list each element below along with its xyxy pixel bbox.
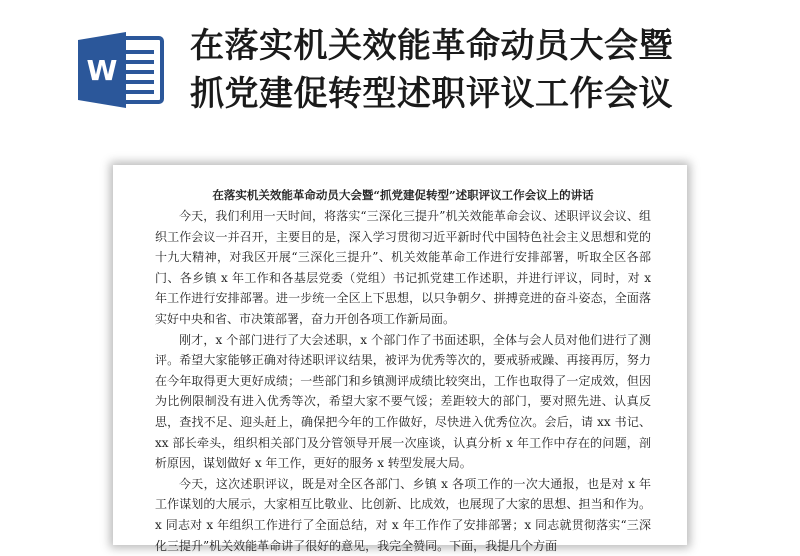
paragraph: 今天，我们利用一天时间，将落实“三深化三提升”机关效能革命会议、述职评议会议、组织工作会议一并召开，主要目的是，深入学习贯彻习近平新时代中国特色社会主义思想和党的十九大精神，对我区开展“三深化三提升”、机关效能革命工作进行安排部署，听取全区各部门、各乡镇 x 年工作和各基层党委（党组）书记抓党建工作述职，并进行评议，同时，对 x 年工作进行安排部署。进一步统一全区上下思想，以只争朝夕、拼搏竞进的奋斗姿态，全面落实好中央和省、市决策部署，奋力开创各项工作新局面。 xyxy=(155,209,651,326)
document-body xyxy=(155,185,651,556)
svg-text:W: W xyxy=(86,54,118,87)
paragraph: 刚才，x 个部门进行了大会述职，x 个部门作了书面述职，全体与会人员对他们进行了测评。希望大家能够正确对待述职评议结果，被评为优秀等次的，要戒骄戒躁、再接再厉，努力在今年取得更大更好成绩；一些部门和乡镇测评成绩比较突出，工作也取得了一定成效，但因为比例限制没有进入优秀等次，希望大家不要气馁；差距较大的部门，要对照先进、认真反思，查找不足、迎头赶上，确保把今年的工作做好，尽快进入优秀位次。会后，请 xx 书记、xx 部长牵头，组织相关部门及分管领导开展一次座谈，认真分析 x 年工作中存在的问题，剖析原因，谋划做好 x 年工作，更好的服务 x 转型发展大局。 xyxy=(155,332,651,471)
word-icon xyxy=(76,30,166,110)
document-page-preview xyxy=(113,165,687,553)
document-heading: 在落实机关效能革命动员大会暨“抓党建促转型”述职评议工作会议上的讲话 xyxy=(212,188,594,202)
document-title-line-2: 抓党建促转型述职评议工作会议 xyxy=(190,74,673,114)
paragraph: 今天，这次述职评议，既是对全区各部门、乡镇 x 各项工作的一次大通报，也是对 x 年工作谋划的大展示，大家相互比敬业、比创新、比成效，也展现了大家的思想、担当和作为。x 同志对 x 年组织工作进行了全面总结，对 x 年工作作了安排部署；x 同志就贯彻落实“三深化三提升”机关效能革命讲了很好的意见，我完全赞同。下面，我提几个方面 xyxy=(155,476,651,553)
document-title xyxy=(190,22,790,118)
header xyxy=(0,0,800,150)
document-title-line-1: 在落实机关效能革命动员大会暨 xyxy=(190,26,673,66)
